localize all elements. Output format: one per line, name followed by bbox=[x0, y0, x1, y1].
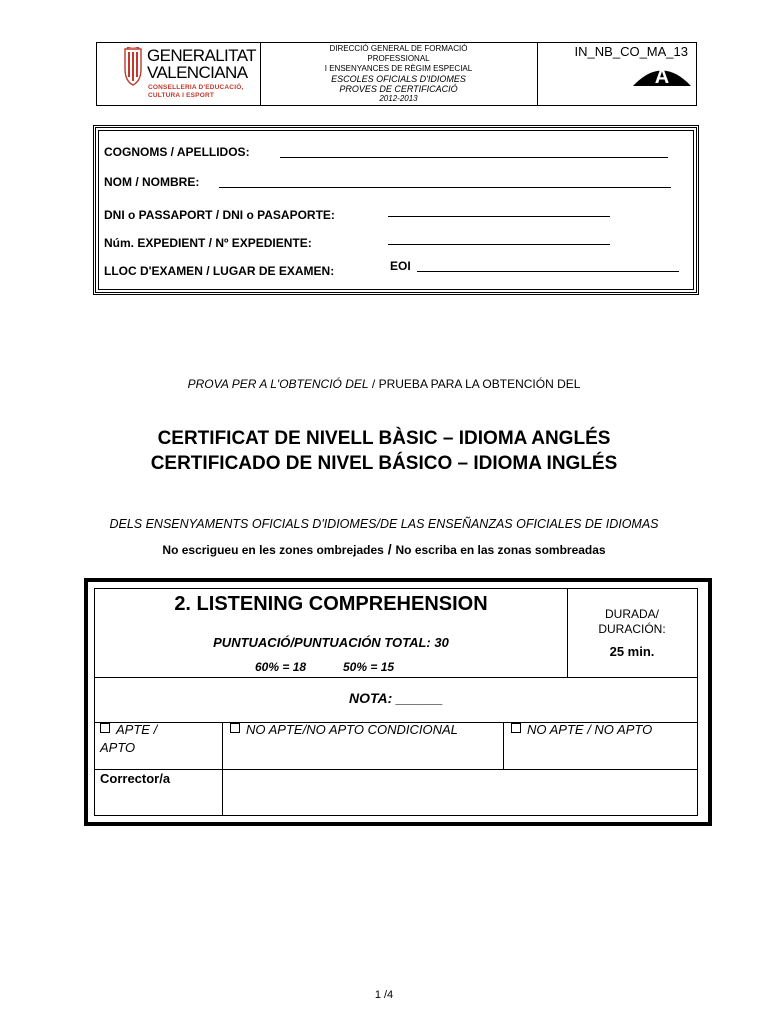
school-line-2: PROVES DE CERTIFICACIÓ bbox=[339, 84, 458, 94]
duration-label-es: DURACIÓN: bbox=[598, 622, 666, 636]
shaded-zones-note bbox=[0, 541, 768, 557]
dept-line-3: I ENSENYANCES DE RÈGIM ESPECIAL bbox=[324, 64, 473, 73]
logo-text-line1: GENERALITAT bbox=[147, 46, 256, 65]
intro-line bbox=[0, 377, 768, 391]
total-score: PUNTUACIÓ/PUNTUACIÓN TOTAL: 30 bbox=[213, 635, 449, 650]
logo-subtitle-line2: CULTURA I ESPORT bbox=[148, 92, 215, 99]
pass-threshold-50: 50% = 15 bbox=[343, 660, 395, 674]
option-pass-label-ca: APTE / bbox=[116, 722, 158, 737]
checkbox-pass[interactable] bbox=[100, 723, 110, 733]
option-fail-label: NO APTE / NO APTO bbox=[527, 722, 653, 737]
logo-text-line2: VALENCIANA bbox=[147, 63, 248, 82]
divider-col2 bbox=[503, 722, 504, 769]
surname-label: COGNOMS / APELLIDOS: bbox=[104, 145, 250, 159]
duration-value: 25 min. bbox=[609, 644, 655, 659]
note-es: No escriba en las zonas sombreadas bbox=[395, 543, 606, 557]
checkbox-conditional-fail[interactable] bbox=[230, 723, 240, 733]
intro-italic: PROVA PER A L'OBTENCIÓ DEL bbox=[187, 377, 369, 391]
certificate-title-ca: CERTIFICAT DE NIVELL BÀSIC – IDIOMA ANGLÉS bbox=[157, 428, 611, 449]
file-number-label: Núm. EXPEDIENT / Nº EXPEDIENTE: bbox=[104, 236, 312, 250]
pass-threshold-60: 60% = 18 bbox=[255, 660, 307, 674]
note-separator: / bbox=[383, 541, 396, 557]
exam-code: IN_NB_CO_MA_13 bbox=[574, 44, 688, 59]
id-label: DNI o PASSAPORT / DNI o PASAPORTE: bbox=[104, 208, 335, 222]
option-conditional-fail-label: NO APTE/NO APTO CONDICIONAL bbox=[246, 722, 458, 737]
page-number: 1 /4 bbox=[374, 989, 394, 1001]
dept-line-1: DIRECCIÓ GENERAL DE FORMACIÓ bbox=[329, 44, 468, 53]
grade-field[interactable]: NOTA: ______ bbox=[349, 690, 443, 706]
note-ca: No escrigueu en les zones ombrejades bbox=[162, 543, 384, 557]
divider-row1 bbox=[95, 677, 697, 678]
code-cell bbox=[538, 43, 696, 105]
logo-subtitle-line1: CONSELLERIA D'EDUCACIÓ, bbox=[148, 84, 244, 91]
checkbox-fail[interactable] bbox=[511, 723, 521, 733]
eoi-label: EOI bbox=[390, 259, 411, 273]
school-line-1: ESCOLES OFICIALS D'IDIOMES bbox=[331, 74, 466, 84]
surname-field[interactable] bbox=[280, 157, 668, 158]
exam-place-label: LLOC D'EXAMEN / LUGAR DE EXAMEN: bbox=[104, 264, 335, 278]
duration-label-ca: DURADA/ bbox=[604, 607, 659, 621]
option-fail[interactable] bbox=[511, 722, 652, 737]
school-line-3: 2012-2013 bbox=[379, 94, 418, 103]
name-label: NOM / NOMBRE: bbox=[104, 175, 200, 189]
document-header bbox=[96, 42, 697, 106]
name-field[interactable] bbox=[219, 187, 671, 188]
model-letter: A bbox=[654, 66, 670, 87]
option-pass[interactable] bbox=[100, 722, 157, 737]
corrector-label: Corrector/a bbox=[100, 771, 171, 786]
option-conditional-fail[interactable] bbox=[230, 722, 458, 737]
intro-normal: PRUEBA PARA LA OBTENCIÓN DEL bbox=[378, 377, 581, 391]
dept-line-2: PROFESSIONAL bbox=[367, 54, 430, 63]
option-pass-label-es: APTO bbox=[100, 740, 136, 755]
department-cell bbox=[260, 43, 538, 105]
model-a-badge bbox=[633, 61, 691, 87]
generalitat-valenciana-logo bbox=[122, 47, 144, 87]
subtitle: DELS ENSENYAMENTS OFICIALS D'IDIOMES/DE LAS ENSEÑANZAS OFICIALES DE IDIOMAS bbox=[109, 517, 659, 531]
exam-title: 2. LISTENING COMPREHENSION bbox=[174, 593, 488, 615]
eoi-field[interactable] bbox=[417, 271, 679, 272]
logo-cell bbox=[97, 43, 261, 105]
corrector-field[interactable] bbox=[223, 770, 695, 814]
certificate-title-es: CERTIFICADO DE NIVEL BÁSICO – IDIOMA INGLÉS bbox=[150, 453, 618, 474]
id-field[interactable] bbox=[388, 216, 610, 217]
intro-separator: / bbox=[368, 377, 379, 391]
file-number-field[interactable] bbox=[388, 244, 610, 245]
logo-subtitle bbox=[148, 84, 243, 100]
